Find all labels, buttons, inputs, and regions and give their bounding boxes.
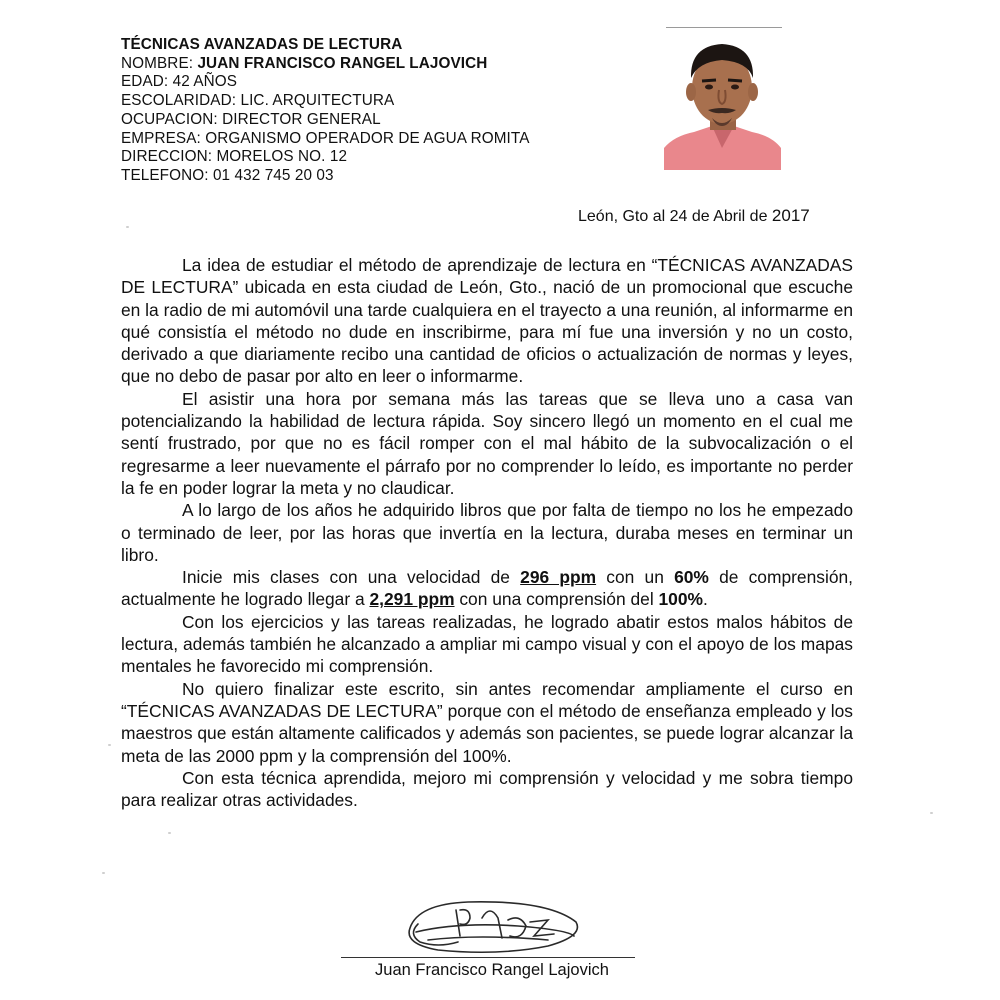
field-label: ESCOLARIDAD: [121,92,241,110]
date-place: León, Gto al 24 de Abril de [578,208,772,225]
field-value: 01 432 745 20 03 [212,166,334,184]
paragraph-1: La idea de estudiar el método de aprendizaje de lectura en “TÉCNICAS AVANZADAS DE LECTURA” ubicada en esta ciudad de León, Gto., nació de un promocional que escuche en la radio de mi automóvil una tarde cualquiera en el trayecto a una reunión, al informarme en qué consistía el método no dude en inscribirme, para mí fue una inversión y no un costo, derivado a que diariamente recibo una cantidad de oficios o actualización de normas y leyes, que no debo de pasar por alto en leer o informarme. [121,255,853,387]
portrait-photo [664,36,781,170]
field-label: EDAD: [121,73,173,91]
header-title: TÉCNICAS AVANZADAS DE LECTURA [121,36,403,53]
field-address [121,148,641,167]
initial-comprehension: 60% [674,567,709,588]
portrait-image [664,36,781,170]
scan-speck [102,872,105,874]
paragraph-7: Con esta técnica aprendida, mejoro mi comprensión y velocidad y me sobra tiempo para realizar otras actividades. [121,767,853,811]
field-value: JUAN FRANCISCO RANGEL LAJOVICH [197,54,488,72]
photo-top-rule [666,27,782,28]
date-year: 2017 [771,206,810,225]
field-value: DIRECTOR GENERAL [222,110,381,128]
p4-text: Inicie mis clases con una velocidad de [182,567,521,588]
field-value: LIC. ARQUITECTURA [240,92,395,110]
paragraph-3: A lo largo de los años he adquirido libros que por falta de tiempo no los he empezado o terminado de leer, por las horas que invertía en la lectura, duraba meses en terminar un libro. [121,500,853,565]
field-name [121,55,641,74]
header-block [121,36,641,186]
signature-line [341,957,635,958]
field-label: NOMBRE: [121,54,198,72]
field-education [121,92,641,111]
field-label: OCUPACION: [121,110,223,128]
paragraph-6: No quiero finalizar este escrito, sin antes recomendar ampliamente el curso en “TÉCNICAS AVANZADAS DE LECTURA” porque con el método de enseñanza empleado y los maestros que están altamente calificados y además son pacientes, se puede lograr alcanzar la meta de las 2000 ppm y la comprensión del 100%. [121,678,853,766]
handwritten-signature [398,896,588,960]
p4-text: de comprensión, actualmente he logrado llegar a [121,567,853,610]
p4-text: con un [596,567,675,588]
signer-name: Juan Francisco Rangel Lajovich [375,961,609,979]
letter-body [121,254,853,811]
field-occupation [121,111,641,130]
paragraph-4 [121,566,853,611]
field-value: 42 AÑOS [172,73,238,91]
scan-speck [108,744,111,746]
field-age [121,73,641,92]
field-company [121,130,641,149]
scan-speck [126,226,129,228]
field-label: EMPRESA: [121,129,206,147]
scan-speck [930,812,933,814]
letter-date [578,206,810,226]
scan-speck [168,832,171,834]
field-value: MORELOS NO. 12 [216,148,348,166]
paragraph-2: El asistir una hora por semana más las tareas que se lleva uno a casa van potencializando la habilidad de lectura rápida. Soy sincero llegó un momento en el cual me sentí frustrado, por que no es fácil romper con el mal hábito de la subvocalización o el regresarme a leer nuevamente el párrafo por no comprender lo leído, es importante no perder la fe en poder lograr la meta y no claudicar. [121,388,853,498]
p4-text: con una comprensión del [454,589,659,610]
field-label: TELEFONO: [121,166,213,184]
current-speed: 2,291 ppm [369,589,455,610]
initial-speed: 296 ppm [520,567,597,588]
current-comprehension: 100% [658,589,703,610]
paragraph-5: Con los ejercicios y las tareas realizadas, he logrado abatir estos malos hábitos de lectura, además también he alcanzado a ampliar mi campo visual y con el apoyo de los mapas mentales he favorecido mi comprensión. [121,611,853,677]
p4-text: . [703,589,708,610]
field-label: DIRECCION: [121,148,217,166]
field-value: ORGANISMO OPERADOR DE AGUA ROMITA [205,129,530,147]
field-phone [121,167,641,186]
